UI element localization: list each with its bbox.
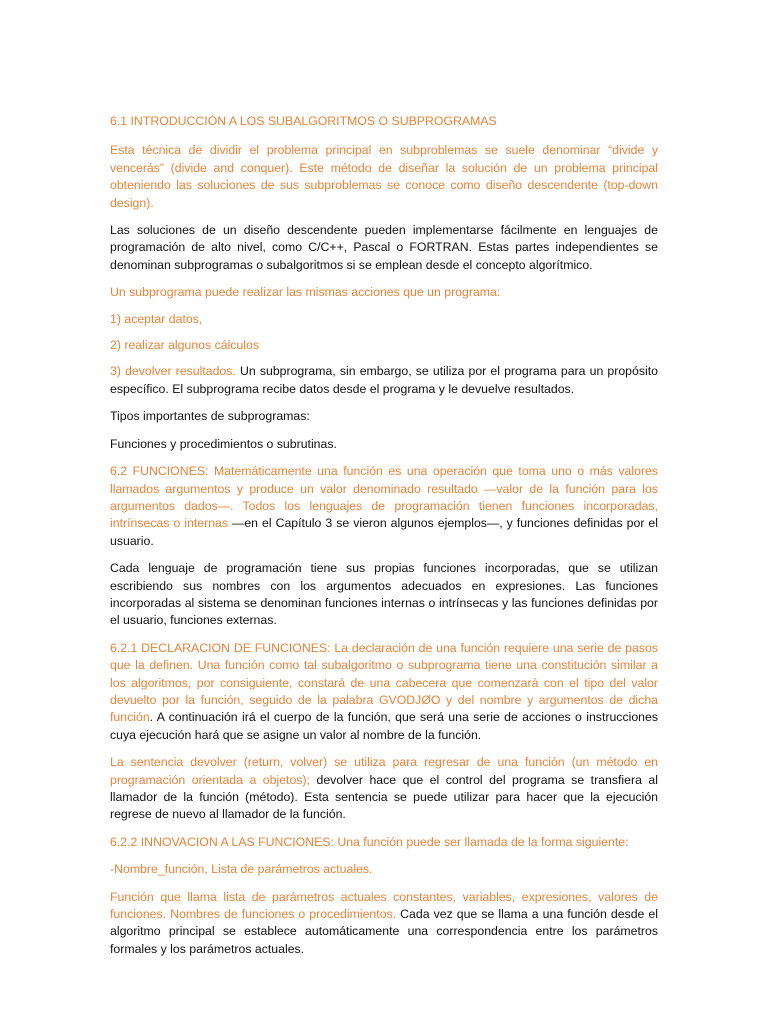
funciones-black-text: —en el Capítulo 3 se vieron algunos ejemplos—, y funciones definidas por el usuario. [110, 516, 658, 548]
section-heading-6-1: 6.1 INTRODUCCIÓN A LOS SUBALGORITMOS O SUBPROGRAMAS [110, 114, 497, 128]
paragraph-funciones [110, 463, 658, 550]
paragraph-return [110, 754, 658, 824]
paragraph-llama [110, 889, 658, 959]
llama-black-text: Cada vez que se llama a una función desde el algoritmo principal se establece automáticamente una correspondencia entre los parámetros formales y los parámetros actuales. [110, 907, 658, 956]
declaracion-black-text: . A continuación irá el cuerpo de la función, que será una serie de acciones o instrucciones cuya ejecución hará que se asigne un valor al nombre de la función. [110, 710, 658, 742]
paragraph-intro: Esta técnica de dividir el problema principal en subproblemas se suele denominar “divide y vencerás” (divide and conquer). Este método de diseñar la solución de un problema principal obteniendo las soluciones de sus subproblemas se conoce como diseño descendente (top-down design). [110, 143, 658, 210]
list-item-devolver-resultados [110, 363, 658, 398]
paragraph-subprograma-acciones: Un subprograma puede realizar las mismas acciones que un programa: [110, 285, 501, 300]
list-item-devolver-text: Un subprograma, sin embargo, se utiliza por el programa para un propósito específico. El subprograma recibe datos desde el programa y le devuelve resultados. [110, 364, 658, 396]
list-item-realizar-calculos: 2) realizar algunos cálculos [110, 338, 260, 353]
tipos-body: Funciones y procedimientos o subrutinas. [110, 436, 337, 451]
paragraph-innovacion: 6.2.2 INNOVACION A LAS FUNCIONES: Una función puede ser llamada de la forma siguiente: [110, 834, 629, 849]
list-item-devolver-label: 3) devolver resultados. [110, 364, 236, 379]
funciones-orange-text: 6.2 FUNCIONES: Matemáticamente una función es una operación que toma uno o más valores llamados argumentos y produce un valor denominado resultado —valor de la función para los argumentos dados—. Todos los lenguajes de programación tienen funciones incorporadas, intrínsecas o internas [110, 464, 658, 531]
llama-orange-text: Función que llama lista de parámetros actuales constantes, variables, expresiones, valores de funciones. Nombres de funciones o procedimientos. [110, 889, 658, 922]
paragraph-cada-lenguaje: Cada lenguaje de programación tiene sus propias funciones incorporadas, que se utilizan escribiendo sus nombres con los argumentos adecuados en expresiones. Las funciones incorporadas al sistema se denominan funciones internas o intrínsecas y las funciones definidas por el usuario, funciones externas. [110, 561, 658, 628]
paragraph-nombre-funcion: -Nombre_función, Lista de parámetros actuales. [110, 862, 373, 877]
list-item-aceptar-datos: 1) aceptar datos, [110, 311, 203, 326]
return-black-text: devolver hace que el control del programa se transfiera al llamador de la función (método). Esta sentencia se puede utilizar para hacer que la ejecución regrese de nuevo al llamador de la función. [110, 772, 658, 822]
paragraph-descendente: Las soluciones de un diseño descendente pueden implementarse fácilmente en lenguajes de programación de alto nivel, como C/C++, Pascal o FORTRAN. Estas partes independientes se denominan subprogramas o subalgoritmos si se emplean desde el concepto algorítmico. [110, 223, 658, 272]
paragraph-declaracion [110, 640, 658, 744]
declaracion-orange-text: 6.2.1 DECLARACION DE FUNCIONES: La declaración de una función requiere una serie de pasos que la definen. Una función como tal subalgoritmo o subprograma tiene una constitución similar a los algoritmos, por consiguiente, constará de una cabecera que comenzará con el tipo del valor devuelto por la función, seguido de la palabra GVODJØO y del nombre y argumentos de dicha función [110, 640, 658, 725]
tipos-heading: Tipos importantes de subprogramas: [110, 409, 310, 424]
return-orange-text: La sentencia devolver (return, volver) se utiliza para regresar de una función (un método en programación orientada a objetos); [110, 755, 658, 787]
